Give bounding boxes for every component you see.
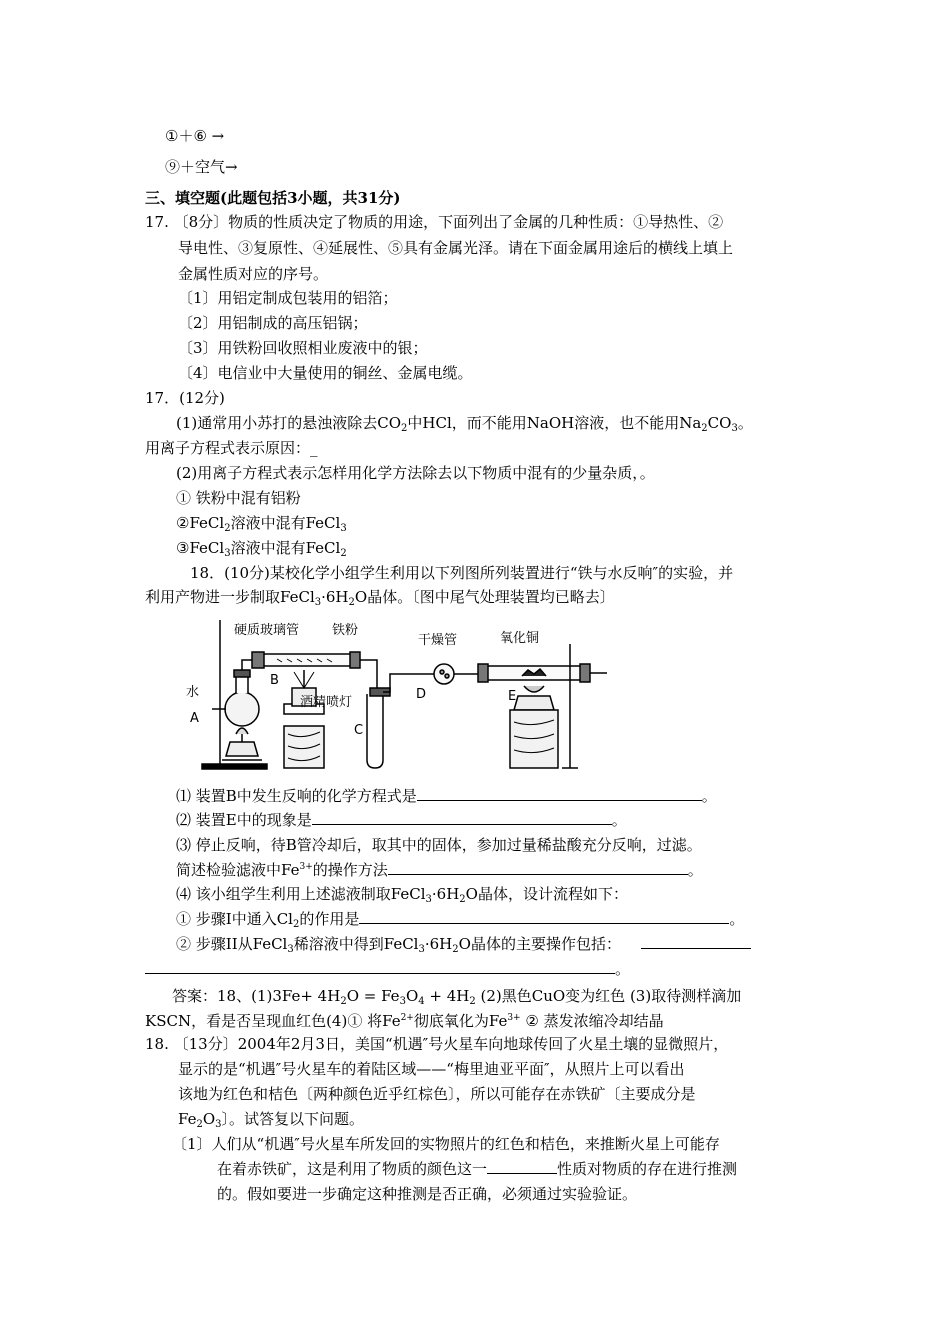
equation-line-2: ⑨＋空气→: [165, 158, 238, 176]
stopper-e-right: [580, 664, 590, 682]
label-d: D: [416, 687, 427, 702]
label-c: C: [354, 723, 364, 738]
q17b-p2: (2)用离子方程式表示怎样用化学方法除去以下物质中混有的少量杂质，。: [176, 464, 655, 482]
answer-line-1: 答案：18、$(1)3Fe+ 4H_2O = Fe_3O_4 + 4H_2$ (2)黑色CuO变为红色 (3)取待测样滴加: [172, 987, 742, 1007]
section-title: 三、填空题(此题包括3小题，共31分): [145, 189, 401, 207]
q17a-line2: 导电性、③复原性、④延展性、⑤具有金属光泽。请在下面金属用途后的横线上填上: [178, 239, 734, 257]
q18a-s3: ⑶ 停止反响，待B管冷却后，取其中的固体，参加过量稀盐酸充分反响，过滤。: [176, 836, 702, 854]
q17b-item-1: ① 铁粉中混有铝粉: [176, 489, 301, 507]
label-a: A: [190, 711, 199, 726]
label-drying-tube: 干燥管: [418, 633, 458, 648]
answer-blank-3[interactable]: [388, 860, 688, 875]
q17b-p1: (1)通常用小苏打的悬浊液除去$CO_2$中HCl，而不能用NaOH溶液，也不能用$Na_2CO_3$。: [176, 414, 753, 434]
stand-base-a: [202, 764, 267, 769]
q18b-line1: 18. 〔13分〕2004年2月3日，美国“机遇″号火星车向地球传回了火星土壤的显微照片，: [145, 1035, 729, 1053]
q18a-s4: ⑷ 该小组学生利用上述滤液制取$FeCl_3\cdot 6H_2O$晶体，设计流程如下：: [176, 885, 628, 905]
answer-line-2: KSCN，看是否呈现血红色(4)① 将$Fe^{2+}$彻底氧化为$Fe^{3+}$ ② 蒸发浓缩冷却结晶: [145, 1012, 664, 1030]
equation-line-1: ①＋⑥ →: [165, 127, 225, 145]
label-copper-oxide: 氧化铜: [500, 631, 540, 646]
q18b-p1: 〔1〕人们从“机遇″号火星车所发回的实物照片的红色和桔色，来推断火星上可能存: [172, 1135, 720, 1153]
q17a-item-1: 〔1〕用铝定制成包装用的铝箔；: [178, 289, 398, 307]
q18a-s6: ② 步骤II从FeCl$_3$稀溶液中得到$FeCl_3\cdot 6H_2O$晶体的主要操作包括：: [176, 934, 751, 954]
answer-blank-4[interactable]: [359, 909, 729, 924]
q17a-line1: 17. 〔8分〕物质的性质决定了物质的用途，下面列出了金属的几种性质：①导热性、②: [145, 213, 724, 231]
q18a-line2: 利用产物进一步制取$FeCl_3\cdot 6H_2O$晶体。〔图中尾气处理装置均已略去〕: [145, 588, 615, 608]
flask-a: [225, 692, 259, 726]
q17b-head: 17．(12分): [145, 389, 225, 407]
q17a-item-2: 〔2〕用铝制成的高压铝锅；: [178, 314, 368, 332]
q17b-item-3: ③FeCl$_3$溶液中混有FeCl$_2$: [176, 539, 347, 559]
label-hard-glass-tube: 硬质玻璃管: [234, 623, 300, 638]
tube-b: [262, 654, 352, 666]
burner-a: [226, 742, 258, 756]
q18a-s2: ⑵ 装置E中的现象是 。: [176, 811, 627, 829]
q17b-item-2: ②FeCl$_2$溶液中混有FeCl$_3$: [176, 514, 347, 534]
q17a-line3: 金属性质对应的序号。: [178, 265, 329, 283]
q18a-s6-line2: 。: [145, 959, 630, 979]
u-tube-c: [367, 694, 383, 768]
stopper-e-left: [478, 664, 488, 682]
q17b-p1-line2: 用离子方程式表示原因：_: [145, 439, 318, 457]
label-e: E: [508, 689, 517, 704]
apparatus-figure: [182, 614, 612, 774]
label-iron-powder: 铁粉: [332, 623, 359, 638]
label-water: 水: [186, 685, 200, 700]
q17a-item-3: 〔3〕用铁粉回收照相业废液中的银；: [178, 339, 428, 357]
q18a-s1: ⑴ 装置B中发生反响的化学方程式是 。: [176, 787, 717, 805]
q18b-line2: 显示的是“机遇″号火星车的着陆区域——“梅里迪亚平面″，从照片上可以看出: [178, 1060, 685, 1078]
drying-tube-d: [434, 664, 454, 684]
tube-e: [486, 666, 582, 680]
answer-blank-5[interactable]: [641, 934, 751, 949]
answer-blank-2[interactable]: [312, 810, 612, 825]
q18b-p2: 在着赤铁矿，这是利用了物质的颜色这一 性质对物质的存在进行推测: [217, 1160, 738, 1178]
q18b-line4: $Fe_2O_3$〕。试答复以下问题。: [178, 1110, 365, 1130]
answer-blank-1[interactable]: [417, 786, 702, 801]
q18a-line1: 18．(10分)某校化学小组学生利用以下列图所列装置进行“铁与水反响″的实验，并: [190, 564, 734, 582]
q18b-p3: 的。假如要进一步确定这种推测是否正确，必须通过实验验证。: [217, 1185, 638, 1203]
label-alcohol-lamp: 酒精喷灯: [300, 695, 353, 710]
label-b: B: [270, 673, 279, 688]
q18a-s3b: 简述检验滤液中$Fe^{3+}$的操作方法 。: [176, 861, 703, 879]
answer-blank-6[interactable]: [145, 959, 615, 974]
q18b-line3: 该地为红色和桔色〔两种颜色近乎红棕色〕，所以可能存在赤铁矿〔主要成分是: [178, 1085, 696, 1103]
stopper-b-right: [350, 652, 360, 668]
answer-blank-7[interactable]: [487, 1159, 557, 1174]
stopper-a: [234, 670, 250, 677]
stopper-b-left: [252, 652, 264, 668]
q18a-s5: ① 步骤I中通入$Cl_2$的作用是 。: [176, 910, 745, 930]
q17a-item-4: 〔4〕电信业中大量使用的铜丝、金属电缆。: [178, 364, 473, 382]
